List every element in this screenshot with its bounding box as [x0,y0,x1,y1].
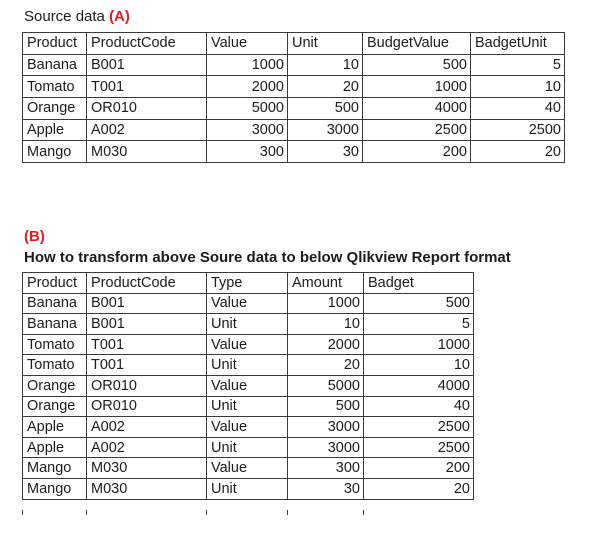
table-cell: 20 [288,355,364,376]
section-b-label: (B) [24,228,45,245]
table-cell: Unit [207,478,288,499]
table-row [23,355,474,376]
table-row [23,417,474,438]
section-a-label: (A) [109,8,130,25]
table-cell: 30 [288,141,363,163]
table-cell: 1000 [207,54,288,76]
table-border-stub [86,510,87,515]
table-cell: Banana [23,314,87,335]
column-header: BudgetValue [363,33,471,55]
column-header: Value [207,33,288,55]
table-cell: 3000 [288,437,364,458]
table-cell: 2500 [471,119,565,141]
table-row [23,119,565,141]
table-row [23,314,474,335]
table-cell: A002 [87,417,207,438]
table-cell: 5 [364,314,474,335]
table-cell: 30 [288,478,364,499]
table-cell: 10 [364,355,474,376]
table-cell: Banana [23,54,87,76]
table-cell: 4000 [363,98,471,120]
table-cell: 5000 [288,375,364,396]
table-cell: Orange [23,375,87,396]
column-header: Badget [364,273,474,294]
table-border-stub [22,510,23,515]
table-cell: Unit [207,396,288,417]
table-cell: OR010 [87,375,207,396]
header-row [23,273,474,294]
table-cell: Orange [23,98,87,120]
table-cell: 2000 [288,334,364,355]
table-cell: A002 [87,437,207,458]
table-cell: Apple [23,417,87,438]
table-cell: Value [207,293,288,314]
header-row [23,33,565,55]
table-cell: Unit [207,437,288,458]
table-border-stub [363,510,364,515]
table-cell: Mango [23,458,87,479]
table-cell: 500 [363,54,471,76]
table-cell: 4000 [364,375,474,396]
column-header: Unit [288,33,363,55]
table-cell: A002 [87,119,207,141]
table-cell: 10 [288,54,363,76]
table-cell: T001 [87,76,207,98]
table-cell: 1000 [288,293,364,314]
table-cell: 300 [288,458,364,479]
table-cell: 20 [288,76,363,98]
table-cell: 5000 [207,98,288,120]
table-cell: 200 [364,458,474,479]
table-cell: 2500 [364,437,474,458]
table-cell: 500 [288,396,364,417]
table-cell: Apple [23,437,87,458]
table-cell: M030 [87,478,207,499]
table-cell: Tomato [23,334,87,355]
column-header: ProductCode [87,273,207,294]
table-cell: Value [207,417,288,438]
table-cell: 40 [364,396,474,417]
table-cell: Apple [23,119,87,141]
table-cell: B001 [87,293,207,314]
source-data-table [22,32,565,163]
table-cell: T001 [87,334,207,355]
table-row [23,396,474,417]
column-header: Product [23,33,87,55]
table-cell: 3000 [288,417,364,438]
table-cell: Mango [23,478,87,499]
table-cell: Mango [23,141,87,163]
section-a-title [24,7,130,27]
table-cell: 3000 [207,119,288,141]
table-cell: 500 [364,293,474,314]
table-row [23,478,474,499]
table-cell: Tomato [23,76,87,98]
table-cell: OR010 [87,396,207,417]
column-header: Type [207,273,288,294]
table-cell: 2500 [364,417,474,438]
column-header: ProductCode [87,33,207,55]
table-cell: OR010 [87,98,207,120]
table-cell: B001 [87,314,207,335]
table-row [23,334,474,355]
table-cell: Value [207,375,288,396]
table-cell: B001 [87,54,207,76]
table-cell: Banana [23,293,87,314]
table-border-stub [287,510,288,515]
column-header: Amount [288,273,364,294]
table-row [23,98,565,120]
table-cell: Value [207,334,288,355]
section-b-heading: How to transform above Soure data to below Qlikview Report format [24,249,511,266]
table-row [23,437,474,458]
table-row [23,375,474,396]
table-cell: M030 [87,458,207,479]
table-cell: 5 [471,54,565,76]
section-a-title-text: Source data [24,8,110,25]
table-border-stub [206,510,207,515]
table-cell: 300 [207,141,288,163]
table-cell: 20 [364,478,474,499]
table-cell: M030 [87,141,207,163]
table-row [23,293,474,314]
table-row [23,54,565,76]
table-row [23,458,474,479]
column-header: Product [23,273,87,294]
table-cell: 2000 [207,76,288,98]
table-cell: 20 [471,141,565,163]
report-format-table [22,272,474,500]
table-row [23,141,565,163]
table-cell: Unit [207,355,288,376]
column-header: BadgetUnit [471,33,565,55]
table-cell: 10 [471,76,565,98]
table-cell: Orange [23,396,87,417]
table-cell: 3000 [288,119,363,141]
table-cell: Unit [207,314,288,335]
table-cell: 10 [288,314,364,335]
table-cell: 2500 [363,119,471,141]
table-cell: Tomato [23,355,87,376]
table-cell: Value [207,458,288,479]
table-cell: T001 [87,355,207,376]
table-cell: 40 [471,98,565,120]
table-row [23,76,565,98]
table-cell: 200 [363,141,471,163]
table-cell: 1000 [364,334,474,355]
table-cell: 500 [288,98,363,120]
table-cell: 1000 [363,76,471,98]
